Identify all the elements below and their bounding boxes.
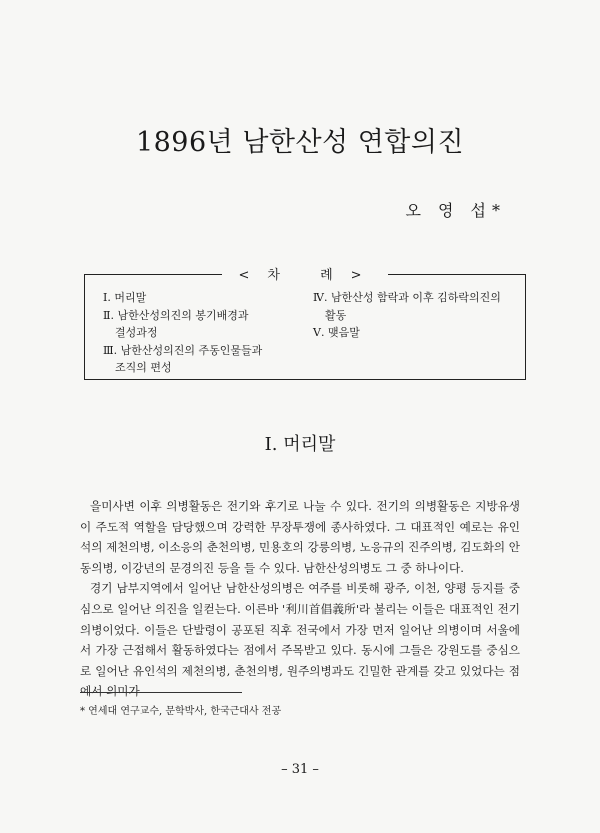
toc-item-continuation: 결성과정 [115,326,158,339]
toc-heading-text: 차 례 [267,268,351,283]
body-paragraph: 경기 남부지역에서 일어난 남한산성의병은 여주를 비롯해 광주, 이천, 양평 등지를 중심으로 일어난 의진을 일컫는다. 이른바 '利川首倡義所'라 불리는 이들은 대표적인 전기의병이었다. 이들은 단발령이 공포된 직후 전국에서 가장 먼저 일어난 의병이며 서울에서 가장 근접해서 활동하였다는 점에서 주목받고 있다. 동시에 그들은 강원도를 중심으로 일어난 유인석의 제천의병, 춘천의병, 원주의병과도 긴밀한 관계를 갖고 있었다는 점에서 의미가 [80,581,520,699]
toc-item-number: Ⅲ. [103,343,118,357]
toc-left-column [103,289,303,377]
toc-item-text: 남한산성의진의 주동인물들과 [120,343,263,357]
toc-item-text: 남한산성 함락과 이후 김하락의진의 [331,291,501,304]
toc-item-text: 머리말 [114,291,147,304]
toc-right-column [313,289,513,342]
toc-item [103,307,303,342]
toc-heading: <차 례> [222,264,387,283]
toc-item-text: 남한산성의진의 봉기배경과 [117,308,249,322]
paper-title: 1896년 남한산성 연합의진 [135,127,465,158]
table-of-contents [84,268,526,380]
footnote-divider [80,692,242,693]
body-text [80,496,520,702]
toc-item [313,289,513,324]
body-paragraph: 을미사변 이후 의병활동은 전기와 후기로 나눌 수 있다. 전기의 의병활동은 지방유생이 주도적 역할을 담당했으며 강력한 무장투쟁에 종사하였다. 그 대표적인 예로는 유인석의 제천의병, 이소응의 춘천의병, 민용호의 강릉의병, 노응규의 진주의병, 김도화의 안동의병, 이강년의 문경의진 등을 들 수 있다. 남한산성의병도 그 중 하나이다. [80,499,520,575]
toc-item [103,342,303,377]
toc-item-number: Ⅴ. [313,326,325,339]
toc-item-number: Ⅳ. [313,291,328,304]
toc-item [103,289,303,307]
footnote: * 연세대 연구교수, 문학박사, 한국근대사 전공 [80,706,282,717]
toc-item-text: 맺음말 [327,326,360,339]
page-number: – 31 – [281,762,319,777]
author-name: 오 영 섭* [405,201,506,220]
toc-item-number: Ⅱ. [103,308,114,322]
toc-item-continuation: 조직의 편성 [115,361,172,374]
section-heading: Ⅰ. 머리말 [264,434,336,455]
toc-item-number: Ⅰ. [103,291,111,304]
toc-item-continuation: 활동 [325,308,347,322]
toc-item [313,324,513,342]
toc-heading-wrap [85,264,525,283]
